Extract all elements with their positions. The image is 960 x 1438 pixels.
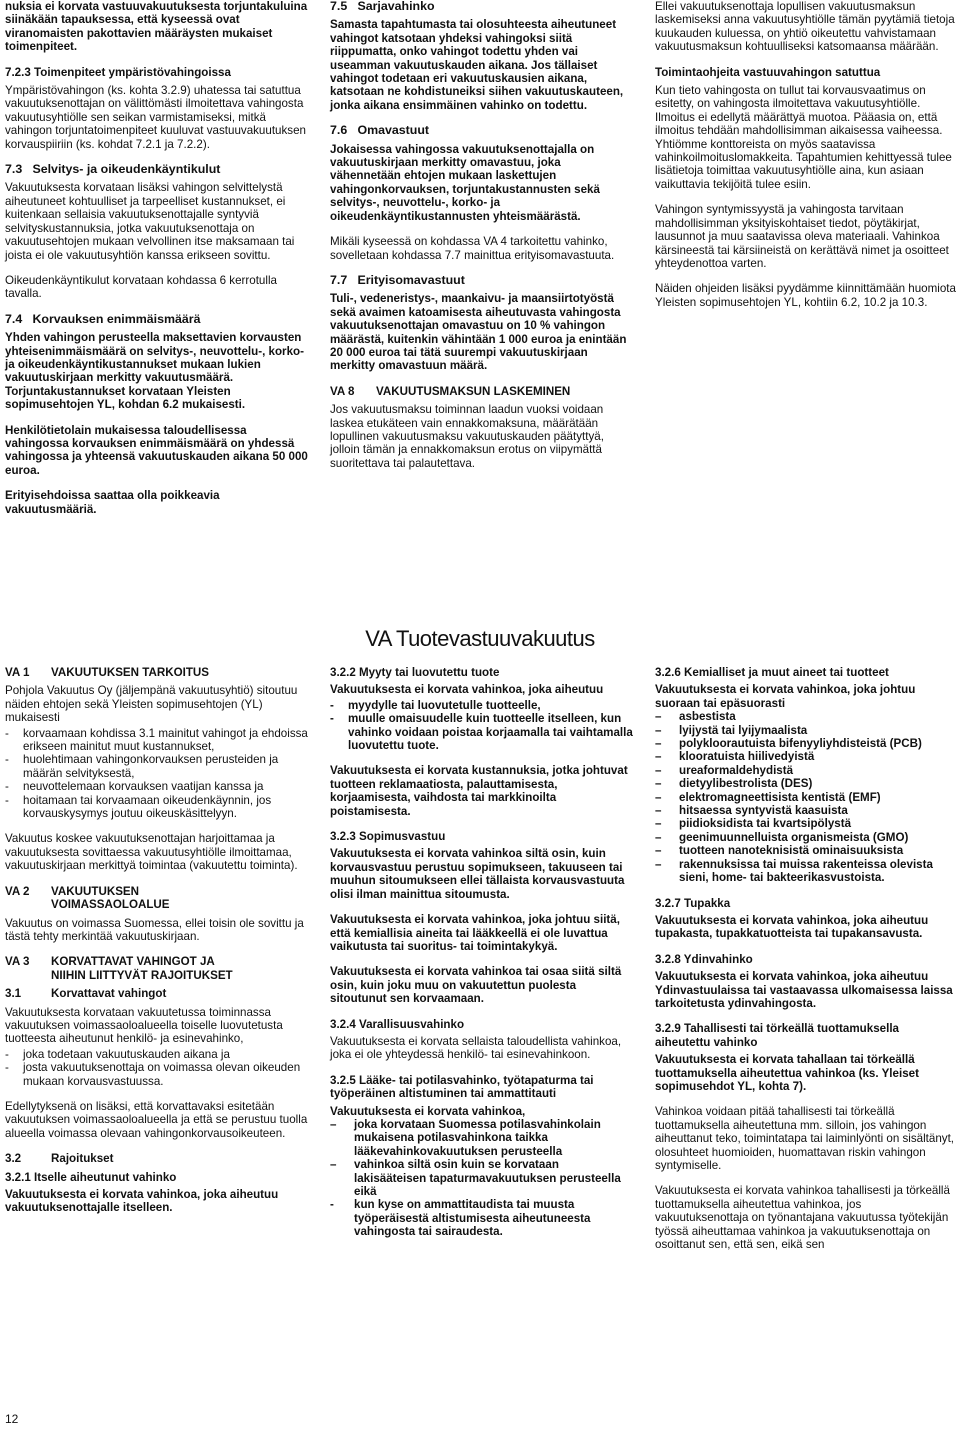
paragraph-7-4-c: Erityisehdoissa saattaa olla poikkeavia vakuutusmääriä.	[5, 489, 220, 516]
heading-3-2-1: 3.2.1 Itselle aiheutunut vahinko	[5, 1170, 177, 1184]
paragraph-7-6-a: Jokaisessa vahingossa vakuutuksenottajalla on vakuutuskirjaan merkitty omavastuu, joka vähennetään ehtojen mukaan laskettujen vahingonkorvauksen, torjuntakustannusten sekä selvitys-, neuvottelu-, korko- ja oikeudenkäyntikustannusten yhteismäärästä.	[330, 142, 600, 223]
paragraph-3-2-7: Vakuutuksesta ei korvata vahinkoa, joka aiheutuu tupakasta, tupakkatuotteista tai tupakansavusta.	[655, 913, 929, 941]
paragraph-va-8: Jos vakuutusmaksu toiminnan laadun vuoksi voidaan laskea etukäteen vain ennakkomaksuna, määrätään lopullinen vakuutusmaksu vakuutuskauden päätyttyä, jolloin tämän ja ennakkomaksun erotus on viipymättä suoritettava tai palautettava.	[330, 403, 604, 470]
paragraph-3-2-4: Vakuutuksesta ei korvata sellaista taloudellista vahinkoa, joka ei ole yhteydessä henkilö- tai esinevahinkoon.	[330, 1034, 622, 1062]
heading-3-2-8: 3.2.8 Ydinvahinko	[655, 952, 753, 966]
heading-7-4: 7.4 Korvauksen enimmäismäärä	[5, 311, 201, 326]
paragraph-3-2-3-b: Vakuutuksesta ei korvata vahinkoa, joka johtuu siitä, että kemiallisia aineita tai lääkkeellä ei ole luvattua vaikutusta tai suoritus- tai toimintakykyä.	[330, 913, 620, 953]
list-item: - neuvottelemaan korvauksen vaatijan kanssa ja	[5, 780, 264, 794]
paragraph-3-2-3-a: Vakuutuksesta ei korvata vahinkoa siltä osin, kuin korvausvastuu perustuu sopimukseen, takuuseen tai muuhun sitoumukseen ellei tällaista korvausvastuuta olisi ilman mainittua sitoumusta.	[330, 847, 625, 901]
list-item: – hitsaessa syntyvistä kaasuista	[655, 804, 848, 818]
heading-7-5: 7.5 Sarjavahinko	[330, 0, 435, 13]
paragraph-7-5: Samasta tapahtumasta tai olosuhteesta aiheutuneet vahingot katsotaan yhdeksi vahingoksi siitä riippumatta, onko vahingot todettu yhden vai useamman vakuutuskauden aikana. Jos tällaiset vahingot todetaan eri vakuutuskausien aikana, katsotaan ne kohdistuneiksi siihen vakuutuskauteen, jonka aikana ensimmäinen vahinko on todettu.	[330, 18, 624, 112]
paragraph-3-2-9-a: Vakuutuksesta ei korvata tahallaan tai törkeällä tuottamuksella aiheutettua vahinkoa (ks. Yleiset sopimusehdot YL, kohta 7).	[655, 1053, 919, 1093]
paragraph-instructions-a: Kun tieto vahingosta on tullut tai korvausvaatimus on esitetty, on vahingosta ilmoitettava vakuutusyhtiölle. Ilmoitus ei edellytä määrättyä muotoa. Pääasia on, että ilmoitus tehdään mahdollisimman aikaisessa vaiheessa. Yhtiömme konttoreista on myös saatavissa vahinkoilmoituslomakkeita. Tapahtumien kehittyessä tulee lisätietoja toimittaa vakuutusyhtiölle aina, kun asiaan vaikuttavia tekijöitä tulee esiin.	[655, 84, 952, 191]
list-va-1	[5, 727, 309, 821]
intro-paragraph: nuksia ei korvata vastuuvakuutuksesta torjuntakuluina siinäkään tapauksessa, että kyseessä ovat viranomaisten pakottavien määräysten mukaiset toimenpiteet.	[5, 0, 308, 54]
paragraph-va-2: Vakuutus on voimassa Suomessa, ellei toisin ole sovittu ja tästä tehty merkintää vakuutuskirjaan.	[5, 916, 304, 943]
paragraph-3-2-9-b: Vahinkoa voidaan pitää tahallisesti tai törkeällä tuottamuksella aiheutettuna mm. silloin, jos vahingon aiheuttanut teko, toimintatapa tai laiminlyönti on sisältänyt, olosuhteet huomioiden, huomattavan riskin vahingon syntymiselle.	[655, 1105, 955, 1172]
paragraph-7-3-a: Vakuutuksesta korvataan lisäksi vahingon selvittelystä aiheutuneet kohtuulliset ja tarpeelliset kustannukset, ei kuitenkaan sellaisia vakuutuksenottajalle syntyviä selvityskustannuksia, jotka vakuutuksenottaja on vakuutusehtojen mukaan velvollinen itse maksamaan tai joista ei ole vakuutusyhtiön kanssa erikseen sovittu.	[5, 181, 295, 262]
paragraph-3-2-2-b: Vakuutuksesta ei korvata kustannuksia, jotka johtuvat tuotteen reklamaatiosta, palauttamisesta, korjaamisesta, vaihdosta tai markkinoilta poistamisesta.	[330, 764, 628, 818]
list-item: - josta vakuutuksenottaja on voimassa olevan oikeuden mukaan korvausvastuussa.	[5, 1061, 301, 1088]
heading-3-2-9: 3.2.9 Tahallisesti tai törkeällä tuottamuksella aiheutettu vahinko	[655, 1022, 899, 1049]
paragraph-3-2-8: Vakuutuksesta ei korvata vahinkoa, joka aiheutuu Ydinvastuulaissa tai vastaavassa ulkomaisessa laissa tarkoitetusta ydinvahingosta.	[655, 970, 953, 1010]
paragraph-3-2-1: Vakuutuksesta ei korvata vahinkoa, joka aiheutuu vakuutuksenottajalle itselleen.	[5, 1188, 279, 1215]
paragraph-3-2-3-c: Vakuutuksesta ei korvata vahinkoa tai osaa siitä siltä osin, kuin joku muu on vakuutettun puolesta sitoutunut sen korvaamaan.	[330, 965, 622, 1006]
paragraph-va-1: Pohjola Vakuutus Oy (jäljempänä vakuutusyhtiö) sitoutuu näiden ehtojen sekä Yleisten sopimusehtojen (YL) mukaisesti	[5, 684, 298, 725]
paragraph-3-2-9-c: Vakuutuksesta ei korvata vahinkoa tahallisesti ja törkeällä tuottamuksella aiheutettua vahinkoa, jos vakuutuksenottaja on työnantajana vakuutussa työtekijän työssä aiheuttamaa vahinkoa ja vakuutuksenottaja on osoittanut sen, että sen, eikä sen	[655, 1184, 950, 1252]
list-item: – geenimuunnelluista organismeista (GMO)	[655, 830, 909, 844]
list-item: - huolehtimaan vahingonkorvauksen perusteiden ja määrän selvityksestä,	[5, 753, 279, 780]
heading-3-1: 3.1 Korvattavat vahingot	[5, 987, 167, 1001]
heading-va-2: VA 2 VAKUUTUKSEN VOIMASSAOLOALUE	[5, 884, 170, 912]
list-3-2-5	[330, 1118, 634, 1239]
paragraph-7-4-b: Henkilötietolain mukaisessa taloudellisessa vahingossa korvauksen enimmäismäärä on yhdessä vahingossa ja yhteensä vakuutuskauden aikana 50 000 euroa.	[5, 423, 308, 477]
list-item: – joka korvataan Suomessa potilasvahinkolain mukaisena potilasvahinkona taikka lääkevahinkovakuutuksen perusteella	[330, 1117, 601, 1158]
list-item: – rakennuksissa tai muissa rakenteissa olevista sieni, home- tai bakteerikasvustoista.	[655, 857, 933, 885]
heading-3-2-3: 3.2.3 Sopimusvastuu	[330, 830, 446, 844]
bottom-column-1	[5, 666, 309, 1227]
paragraph-va-1-b: Vakuutus koskee vakuutuksenottajan harjoittamaa ja vakuutuksesta sovittaessa vakuutusyhtiölle ilmoittamaa, vakuutuskirjaan merkittyä toimintaa (vakuutettu toiminta).	[5, 832, 298, 873]
list-item: – polykloorautuista bifenyyliyhdisteistä (PCB)	[655, 737, 922, 751]
list-item: - myydylle tai luovutetulle tuotteelle,	[330, 698, 541, 712]
heading-3-2-5: 3.2.5 Lääke- tai potilasvahinko, työtapaturma tai työperäinen altistuminen tai ammattitauti	[330, 1073, 594, 1101]
list-item: – dietyylibestrolista (DES)	[655, 777, 813, 791]
heading-instructions: Toimintaohjeita vastuuvahingon satuttua	[655, 65, 881, 79]
bottom-column-3	[655, 666, 957, 1263]
page-number: 12	[5, 1412, 19, 1426]
heading-va-8: VA 8 VAKUUTUSMAKSUN LASKEMINEN	[330, 384, 571, 398]
paragraph-3-2-6: Vakuutuksesta ei korvata vahinkoa, joka johtuu suoraan tai epäsuorasti	[655, 683, 916, 710]
paragraph-3-1: Vakuutuksesta korvataan vakuutetussa toiminnassa vakuutuksen voimassaoloalueella toiselle luovutetusta tuotteesta aiheutunut henkilö- ja esinevahinko,	[5, 1005, 283, 1046]
paragraph-instructions-c: Näiden ohjeiden lisäksi pyydämme kiinnittämään huomiota Yleisten sopimusehtojen YL, kohtiin 6.2, 10.2 ja 10.3.	[655, 282, 956, 309]
paragraph-3-1-b: Edellytyksenä on lisäksi, että korvattavaksi esitetään vakuutuksen voimassaoloalueella ja että se perustuu tuolla alueella voimassa olevaan vahingonkorvausoikeuteen.	[5, 1099, 308, 1140]
list-item: – lyijystä tai lyijymaalista	[655, 723, 808, 737]
list-item: – elektromagneettisista kentistä (EMF)	[655, 790, 881, 804]
paragraph-7-3-b: Oikeudenkäyntikulut korvataan kohdassa 6 kerrotulla tavalla.	[5, 273, 277, 301]
list-item: – tuotteen nanoteknisistä ominaisuuksista	[655, 844, 904, 858]
list-item: – ureaformaldehydistä	[655, 763, 794, 777]
list-3-1	[5, 1048, 309, 1088]
heading-7-7: 7.7 Erityisomavastuut	[330, 272, 465, 287]
heading-3-2: 3.2 Rajoitukset	[5, 1152, 114, 1166]
list-item: – vahinkoa siltä osin kuin se korvataan lakisääteisen tapaturmavakuutuksen perusteella eikä	[330, 1158, 621, 1198]
paragraph-7-6-b: Mikäli kyseessä on kohdassa VA 4 tarkoitettu vahinko, sovelletaan kohdassa 7.7 mainittua erityisomavastuuta.	[330, 235, 615, 262]
heading-va-1: VA 1 VAKUUTUKSEN TARKOITUS	[5, 666, 210, 679]
paragraph-7-2-3: Ympäristövahingon (ks. kohta 3.2.9) uhatessa tai satuttua vakuutuksenottajan on välittömästi ilmoitettava vahingosta vakuutusyhtiölle sen seikan varmistamiseksi, mitkä vahingon torjuntatoimenpiteet kuuluvat vastuuvakuutuksen korvauspiiriin (ks. kohdat 7.2.1 ja 7.2.2).	[5, 84, 306, 151]
list-item: - joka todetaan vakuutuskauden aikana ja	[5, 1047, 230, 1061]
list-3-2-6	[655, 710, 957, 884]
list-item: - kun kyse on ammattitaudista tai muusta työperäisestä altistumisesta aiheutuneesta vahingosta tai sairaudesta.	[330, 1198, 591, 1239]
top-column-1	[5, 0, 309, 528]
paragraph-3-2-2: Vakuutuksesta ei korvata vahinkoa, joka aiheutuu	[330, 683, 604, 697]
list-item: – asbestista	[655, 710, 736, 724]
paragraph-7-7: Tuli-, vedeneristys-, maankaivu- ja maansiirtotyöstä sekä avaimen katoamisesta aiheutuvasta vahingosta vakuutuksenottajan omavastuu on 10 % vahingon määrästä, kuitenkin vähintään 1 000 euroa ja enintään 20 000 euroa tai tätä suurempi vakuutuskirjaan merkitty omavastuun määrä.	[330, 292, 627, 373]
top-column-2	[330, 0, 634, 482]
paragraph-3-2-5: Vakuutuksesta ei korvata vahinkoa,	[330, 1104, 526, 1118]
paragraph-7-4-a: Yhden vahingon perusteella maksettavien korvausten yhteisenimmäismäärä on selvitys-, neuvottelu-, korko- ja oikeudenkäyntikustannukset mukaan lukien vakuutuskirjaan merkitty vakuutusmäärä. Torjuntakustannukset korvataan Yleisten sopimusehtojen YL, kohdan 6.2 mukaisesti.	[5, 331, 304, 412]
heading-7-2-3: 7.2.3 Toimenpiteet ympäristövahingoissa	[5, 65, 231, 79]
heading-7-3: 7.3 Selvitys- ja oikeudenkäyntikulut	[5, 162, 221, 177]
heading-3-2-6: 3.2.6 Kemialliset ja muut aineet tai tuotteet	[655, 666, 889, 679]
list-item: - hoitamaan tai korvaamaan oikeudenkäynnin, jos korvauskysymys joutuu oikeuskäsittelyyn.	[5, 793, 272, 821]
list-item: – klooratuista hiilivedyistä	[655, 750, 815, 764]
bottom-column-2	[330, 666, 634, 1251]
heading-3-2-4: 3.2.4 Varallisuusvahinko	[330, 1017, 465, 1031]
list-item: - muulle omaisuudelle kuin tuotteelle itselleen, kun vahinko voidaan poistaa korjaamalla tai vaihtamalla luovutettu tuote.	[330, 712, 633, 753]
paragraph-instructions-b: Vahingon syntymissyystä ja vahingosta tarvitaan mahdollisimman yksityiskohtaiset tiedot, pöytäkirjat, lausunnot ja muu saatavissa oleva materiaali. Vahinkoa kärsineestä tai kärsiineistä on kerättävä nimet ja osoitteet yhteydenottoa varten.	[655, 203, 949, 270]
list-item: – piidioksidista tai kvartsipölystä	[655, 817, 852, 831]
heading-7-6: 7.6 Omavastuut	[330, 123, 430, 138]
list-3-2-2	[330, 699, 634, 753]
heading-va-3: VA 3 KORVATTAVAT VAHINGOT JA NIIHIN LIITTYVÄT RAJOITUKSET	[5, 955, 233, 982]
paragraph-premium: Ellei vakuutuksenottaja lopullisen vakuutusmaksun laskemiseksi anna vakuutusyhtiölle tämän pyytämiä tietoja kuukauden kuluessa, on yhtiö oikeutettu vahvistamaan vakuutusmaksun kohtuulliseksi katsomaansa määrään.	[655, 0, 955, 54]
heading-3-2-7: 3.2.7 Tupakka	[655, 896, 731, 910]
list-item: - korvaamaan kohdissa 3.1 mainitut vahingot ja ehdoissa erikseen mainitut muut kustannukset,	[5, 726, 308, 754]
heading-3-2-2: 3.2.2 Myyty tai luovutettu tuote	[330, 666, 500, 679]
top-column-3	[655, 0, 957, 321]
section-title: VA Tuotevastuuvakuutus	[365, 626, 595, 651]
